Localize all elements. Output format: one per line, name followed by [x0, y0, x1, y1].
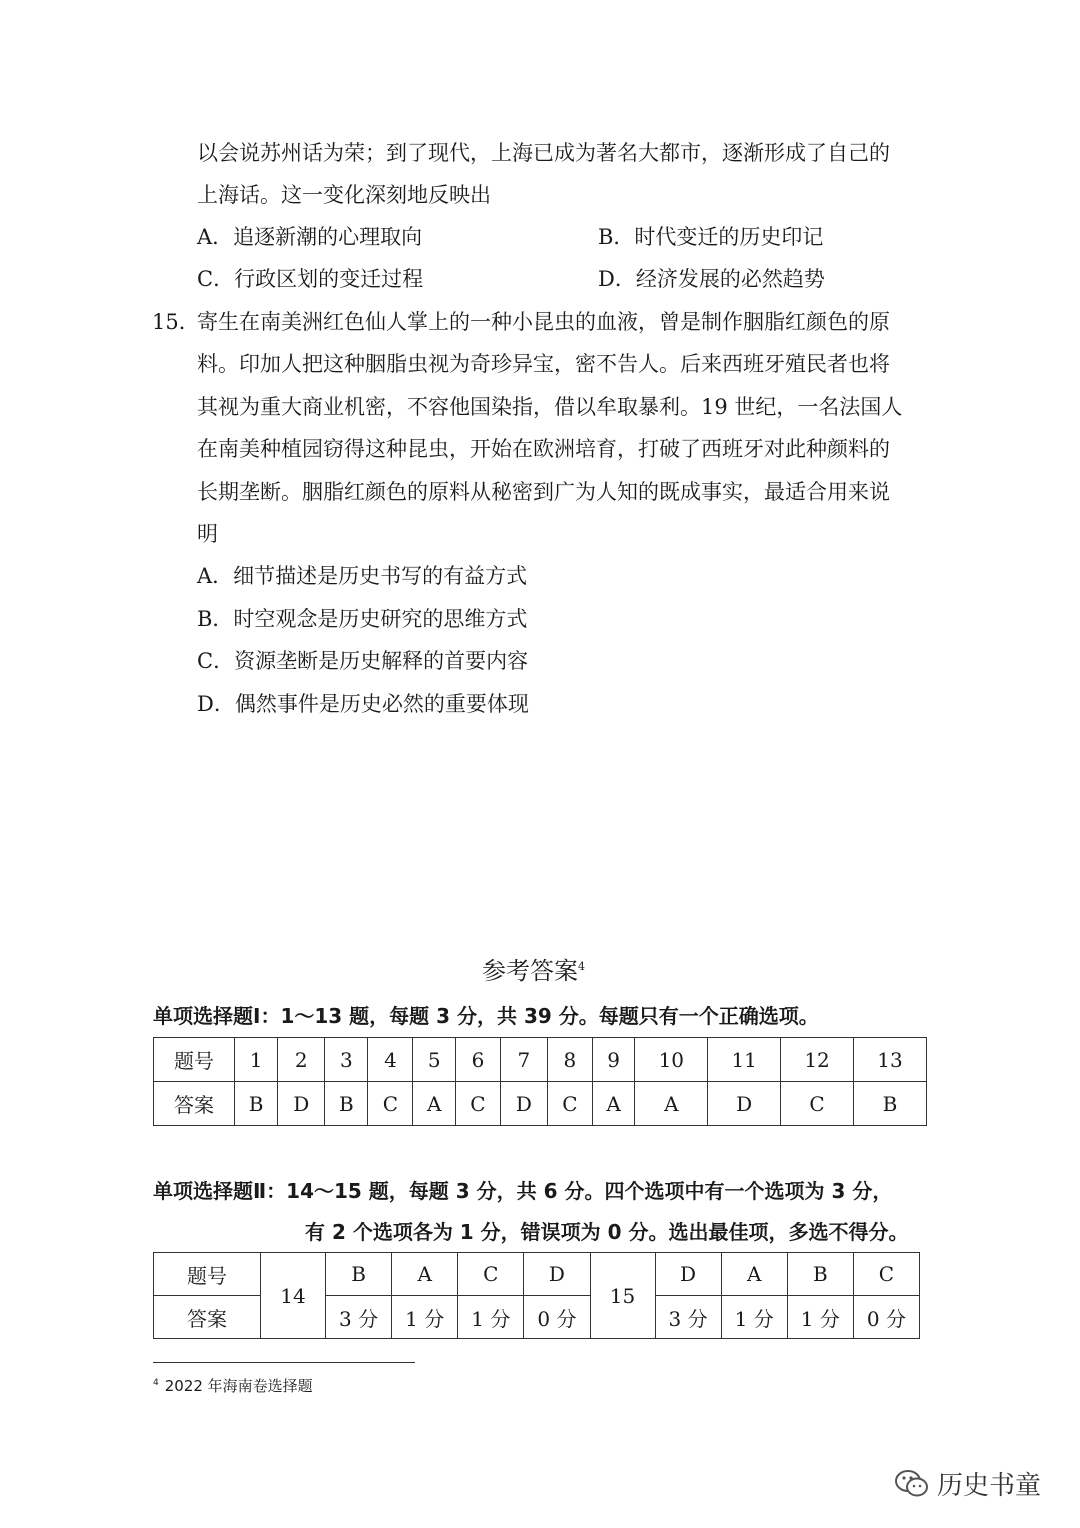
- table-cell: 15: [590, 1253, 655, 1339]
- section-2-heading-line-2: 有 2 个选项各为 1 分，错误项为 0 分。选出最佳项，多选不得分。: [305, 1220, 909, 1244]
- table-cell: 6: [455, 1038, 500, 1082]
- table-cell: C: [455, 1082, 500, 1126]
- table-cell: D: [278, 1082, 325, 1126]
- table-row: [154, 1082, 927, 1126]
- table-cell: 1: [235, 1038, 278, 1082]
- table-cell: 1 分: [458, 1296, 524, 1339]
- table-cell: A: [413, 1082, 456, 1126]
- table-cell: 9: [592, 1038, 635, 1082]
- table-cell: B: [235, 1082, 278, 1126]
- q15-stem-line-6: 明: [197, 522, 218, 546]
- table-cell: A: [592, 1082, 635, 1126]
- q14-stem-line-1: 以会说苏州话为荣；到了现代，上海已成为著名大都市，逐渐形成了自己的: [197, 141, 890, 165]
- table-header-cell: 答案: [154, 1296, 261, 1339]
- table-row: [154, 1038, 927, 1082]
- table-cell: 2: [278, 1038, 325, 1082]
- table-cell: 3: [325, 1038, 368, 1082]
- footnote: [153, 1375, 313, 1396]
- table-cell: 3 分: [655, 1296, 721, 1339]
- table-cell: 1 分: [787, 1296, 853, 1339]
- footnote-ref: 4: [578, 960, 585, 973]
- table-cell: D: [655, 1253, 721, 1296]
- q14-option-a: A．追逐新潮的心理取向: [197, 225, 423, 249]
- q15-stem-line-2: 料。印加人把这种胭脂虫视为奇珍异宝，密不告人。后来西班牙殖民者也将: [197, 352, 890, 376]
- table-row: [154, 1253, 920, 1296]
- table-cell: 12: [781, 1038, 854, 1082]
- footnote-mark: 4: [153, 1378, 159, 1388]
- q14-stem-line-2: 上海话。这一变化深刻地反映出: [197, 183, 491, 207]
- table-cell: C: [547, 1082, 592, 1126]
- wechat-icon: [893, 1468, 931, 1500]
- answers-title: [482, 952, 585, 986]
- q15-option-c: C．资源垄断是历史解释的首要内容: [197, 649, 529, 673]
- q15-stem-line-3: 其视为重大商业机密，不容他国染指，借以牟取暴利。19 世纪，一名法国人: [197, 395, 903, 419]
- watermark-text: 历史书童: [937, 1471, 1042, 1501]
- table-cell: 7: [500, 1038, 547, 1082]
- table-cell: B: [787, 1253, 853, 1296]
- q15-stem-line-1: 寄生在南美洲红色仙人掌上的一种小昆虫的血液，曾是制作胭脂红颜色的原: [197, 310, 890, 334]
- table-cell: D: [500, 1082, 547, 1126]
- q15-option-a: A．细节描述是历史书写的有益方式: [197, 564, 528, 588]
- table-cell: C: [781, 1082, 854, 1126]
- section-2-heading-line-1: 单项选择题Ⅱ：14～15 题，每题 3 分，共 6 分。四个选项中有一个选项为 3 分，: [153, 1179, 893, 1203]
- table-cell: D: [524, 1253, 590, 1296]
- table-cell: 5: [413, 1038, 456, 1082]
- table-cell: 13: [854, 1038, 927, 1082]
- table-cell: A: [635, 1082, 708, 1126]
- answer-table-2: [153, 1252, 920, 1339]
- table-cell: 10: [635, 1038, 708, 1082]
- table-cell: D: [708, 1082, 781, 1126]
- answers-title-text: 参考答案: [482, 957, 578, 985]
- table-cell: 0 分: [853, 1296, 919, 1339]
- q15-stem-line-4: 在南美种植园窃得这种昆虫，开始在欧洲培育，打破了西班牙对此种颜料的: [197, 437, 890, 461]
- q14-option-d: D．经济发展的必然趋势: [598, 267, 825, 291]
- q15-number: 15．: [152, 310, 200, 334]
- answer-table-1: [153, 1037, 927, 1126]
- q15-option-d: D．偶然事件是历史必然的重要体现: [197, 692, 529, 716]
- table-cell: B: [325, 1082, 368, 1126]
- q14-option-b: B．时代变迁的历史印记: [598, 225, 824, 249]
- q14-option-c: C．行政区划的变迁过程: [197, 267, 424, 291]
- footnote-divider: [153, 1362, 415, 1363]
- q15-stem-line-5: 长期垄断。胭脂红颜色的原料从秘密到广为人知的既成事实，最适合用来说: [197, 480, 890, 504]
- watermark: [893, 1465, 1041, 1502]
- table-cell: 1 分: [721, 1296, 787, 1339]
- table-cell: 11: [708, 1038, 781, 1082]
- table-cell: 14: [261, 1253, 326, 1339]
- table-header-cell: 答案: [154, 1082, 235, 1126]
- table-cell: 1 分: [392, 1296, 458, 1339]
- table-cell: A: [392, 1253, 458, 1296]
- table-header-cell: 题号: [154, 1038, 235, 1082]
- q15-option-b: B．时空观念是历史研究的思维方式: [197, 607, 528, 631]
- table-cell: B: [326, 1253, 392, 1296]
- table-cell: B: [854, 1082, 927, 1126]
- table-cell: C: [853, 1253, 919, 1296]
- table-cell: A: [721, 1253, 787, 1296]
- table-cell: 8: [547, 1038, 592, 1082]
- footnote-text: 2022 年海南卷选择题: [164, 1377, 313, 1395]
- section-1-heading: 单项选择题Ⅰ：1～13 题，每题 3 分，共 39 分。每题只有一个正确选项。: [153, 1004, 819, 1028]
- table-cell: C: [368, 1082, 413, 1126]
- table-cell: 3 分: [326, 1296, 392, 1339]
- table-cell: 0 分: [524, 1296, 590, 1339]
- table-cell: 4: [368, 1038, 413, 1082]
- table-cell: C: [458, 1253, 524, 1296]
- table-header-cell: 题号: [154, 1253, 261, 1296]
